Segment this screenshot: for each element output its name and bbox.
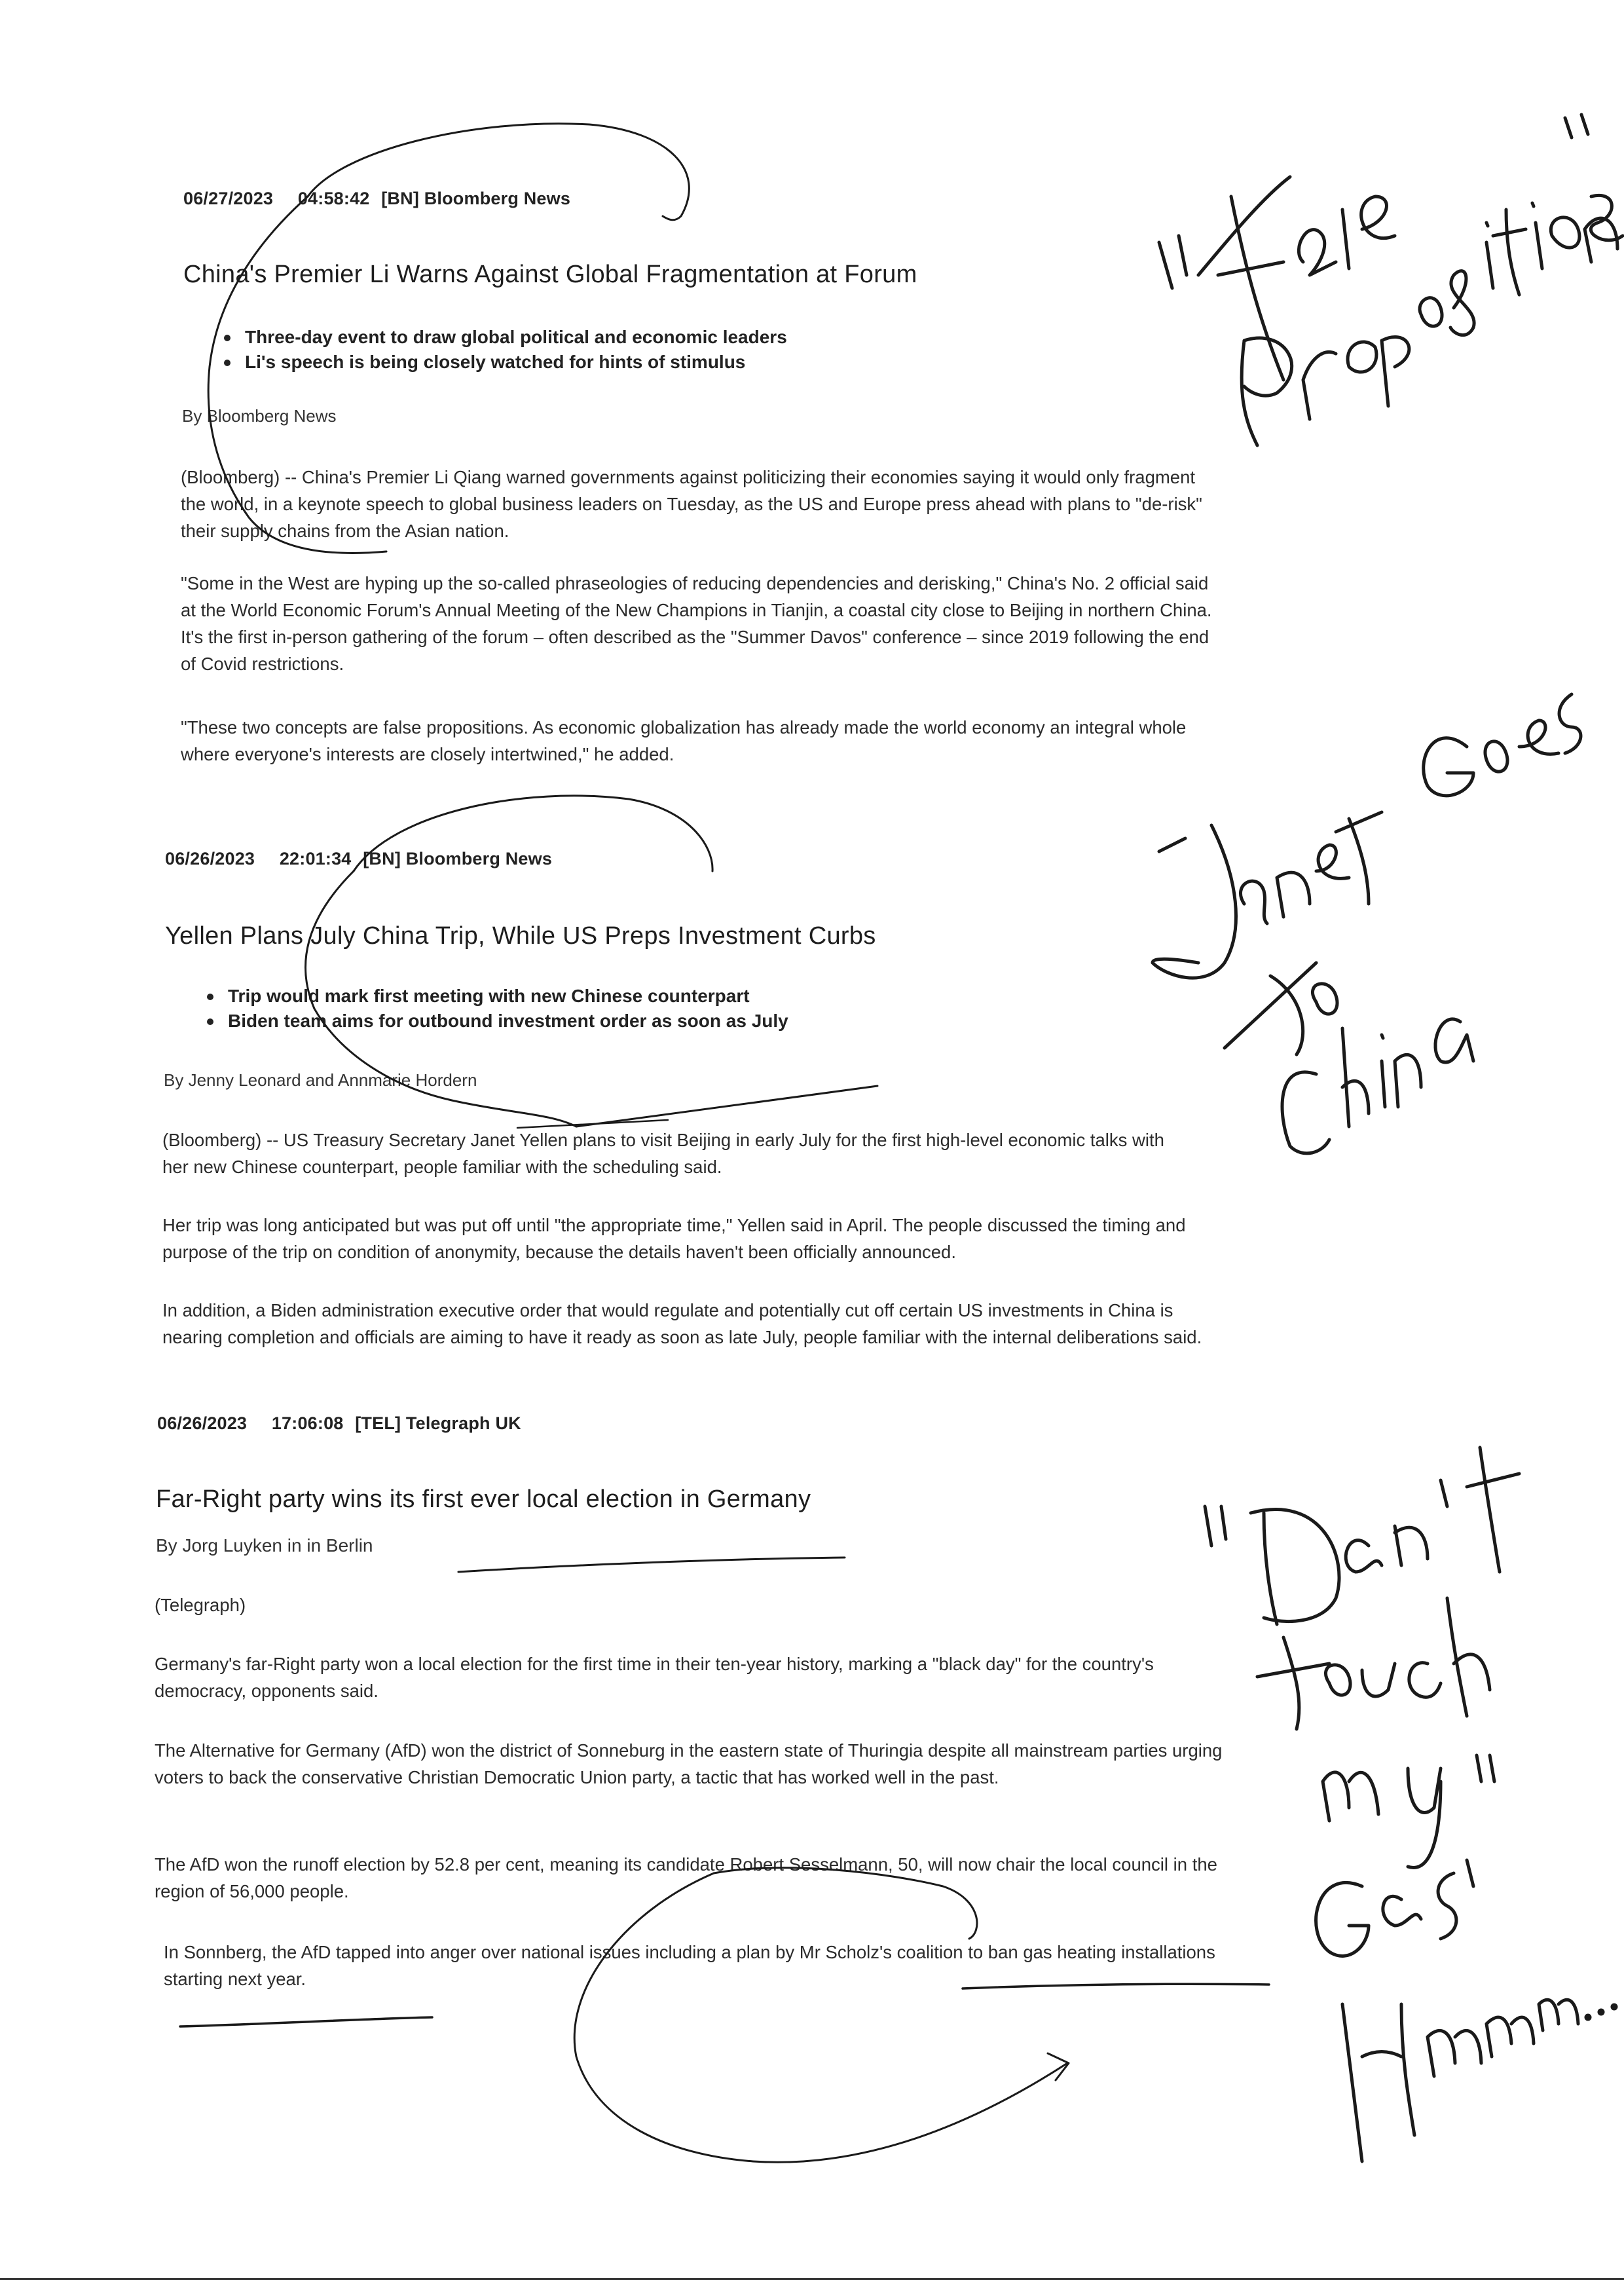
article-headline: Far-Right party wins its first ever local election in Germany — [156, 1485, 811, 1513]
article-byline: By Jenny Leonard and Annmarie Hordern — [164, 1070, 477, 1090]
article-headline: Yellen Plans July China Trip, While US Preps Investment Curbs — [165, 922, 876, 950]
bullet-item: Three-day event to draw global political and economic leaders — [220, 325, 787, 350]
article-byline: By Jorg Luyken in in Berlin — [156, 1535, 373, 1556]
bullet-item: Trip would mark first meeting with new Chinese counterpart — [203, 984, 788, 1009]
article-bullets — [220, 325, 787, 375]
page-bottom-edge — [0, 2278, 1624, 2280]
article-meta — [165, 849, 572, 869]
article-source: [BN] Bloomberg News — [381, 189, 571, 208]
bullet-item: Li's speech is being closely watched for hints of stimulus — [220, 350, 787, 375]
note-dont-touch-my-gas — [1205, 1447, 1519, 1956]
article-paragraph: "These two concepts are false propositions. As economic globalization has already made the world economy an integral whole where everyone's interests are closely intertwined," he added. — [181, 717, 1187, 764]
article-headline: China's Premier Li Warns Against Global Fragmentation at Forum — [183, 261, 917, 288]
article-paragraph: Germany's far-Right party won a local election for the first time in their ten-year history, marking a "black day" for the country's democracy, opponents said. — [155, 1654, 1154, 1701]
article-paragraph: Her trip was long anticipated but was put off until "the appropriate time," Yellen said in April. The people discussed the timing and purpose of the trip on condition of anonymity, because the details haven't been officially announced. — [162, 1215, 1186, 1262]
article-time: 17:06:08 — [271, 1413, 344, 1433]
article-paragraph: In addition, a Biden administration executive order that would regulate and potentially cut off certain US investments in China is nearing completion and officials are aiming to have it ready as soon as late July, people familiar with the internal deliberations said. — [162, 1300, 1202, 1347]
article-date: 06/26/2023 — [157, 1413, 248, 1433]
article-time: 04:58:42 — [297, 189, 370, 208]
bullet-item: Biden team aims for outbound investment order as soon as July — [203, 1009, 788, 1034]
article-meta — [183, 189, 590, 209]
pen-loop-article-3 — [574, 1868, 1069, 2163]
note-janet-goes-to-china — [1153, 694, 1581, 1153]
article-source: [BN] Bloomberg News — [363, 849, 553, 868]
article-paragraph: "Some in the West are hyping up the so-called phraseologies of reducing dependencies and derisking," China's No. 2 official said at the World Economic Forum's Annual Meeting of the New Champions in Tianjin, a coastal city close to Beijing in northern China. It's the first in-person gathering of the forum – often described as the "Summer Davos" conference – since 2019 following the end of Covid restrictions. — [181, 573, 1212, 674]
article-date: 06/26/2023 — [165, 849, 255, 868]
article-time: 22:01:34 — [279, 849, 352, 868]
note-hmmm — [1342, 2000, 1616, 2161]
article-meta — [157, 1413, 541, 1434]
article-bullets — [203, 984, 788, 1034]
article-paragraph: (Bloomberg) -- China's Premier Li Qiang warned governments against politicizing their economies saying it would only fragment the world, in a keynote speech to global business leaders on Tuesday, as the US and Europe press ahead with plans to "de-risk" their supply chains from the Asian nation. — [181, 467, 1202, 541]
article-paragraph: (Bloomberg) -- US Treasury Secretary Janet Yellen plans to visit Beijing in early July for the first high-level economic talks with her new Chinese counterpart, people familiar with the scheduling said. — [162, 1130, 1164, 1177]
article-paragraph: (Telegraph) — [155, 1595, 246, 1615]
article-source: [TEL] Telegraph UK — [355, 1413, 521, 1433]
note-false-propositions — [1159, 115, 1623, 445]
article-date: 06/27/2023 — [183, 189, 274, 208]
article-byline: By Bloomberg News — [182, 406, 337, 426]
article-paragraph: In Sonnberg, the AfD tapped into anger over national issues including a plan by Mr Scholz's coalition to ban gas heating installations starting next year. — [164, 1942, 1215, 1989]
article-paragraph: The AfD won the runoff election by 52.8 per cent, meaning its candidate Robert Sesselmann, 50, will now chair the local council in the region of 56,000 people. — [155, 1854, 1217, 1901]
article-paragraph: The Alternative for Germany (AfD) won the district of Sonneburg in the eastern state of Thuringia despite all mainstream parties urging voters to back the conservative Christian Democratic Union party, a tactic that has worked well in the past. — [155, 1740, 1223, 1787]
